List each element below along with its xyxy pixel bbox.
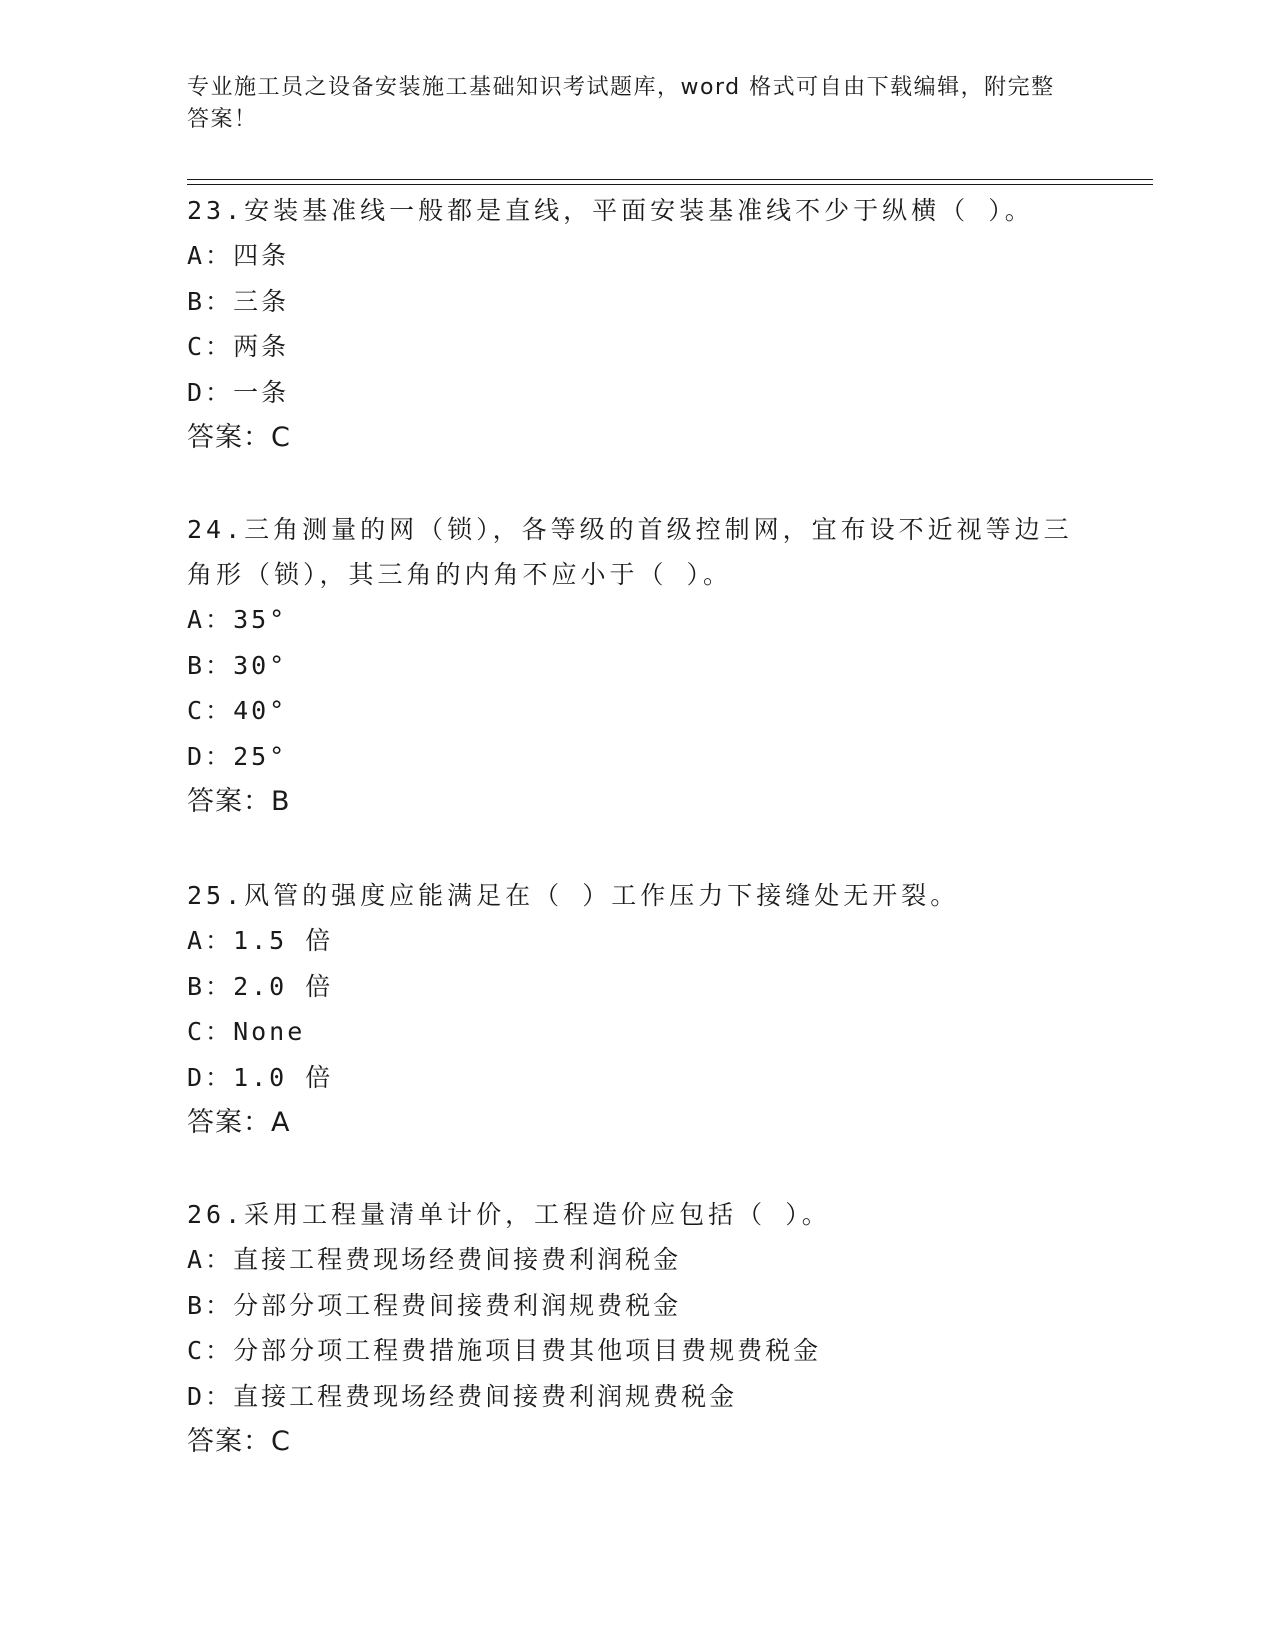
option-key: B：: [187, 971, 234, 1001]
option-b: [187, 279, 1087, 325]
option-text: 35°: [233, 605, 288, 634]
answer-label: 答案：: [187, 1426, 271, 1457]
question-23: [187, 188, 1087, 461]
option-text: 直接工程费现场经费间接费利润税金: [233, 1245, 682, 1274]
question-24: [187, 507, 1087, 825]
option-text: 30°: [233, 650, 288, 680]
answer-line: [187, 779, 1087, 825]
option-b: [187, 1283, 1087, 1329]
option-text: 分部分项工程费间接费利润规费税金: [233, 1290, 682, 1320]
option-text: 分部分项工程费措施项目费其他项目费规费税金: [233, 1336, 822, 1365]
option-d: [187, 1374, 1087, 1420]
option-text: 1.0 倍: [233, 1062, 334, 1092]
option-key: A：: [187, 605, 234, 634]
option-key: C：: [187, 332, 234, 361]
option-key: B：: [187, 650, 234, 680]
option-text: 直接工程费现场经费间接费利润规费税金: [233, 1381, 738, 1411]
option-key: D：: [187, 1062, 234, 1092]
option-text: 四条: [233, 241, 290, 270]
document-header: 专业施工员之设备安装施工基础知识考试题库，word 格式可自由下载编辑，附完整答案！: [187, 75, 1055, 132]
question-26: [187, 1192, 1087, 1465]
option-c: [187, 688, 1087, 734]
option-c: [187, 324, 1087, 370]
answer-line: [187, 1419, 1087, 1465]
header-divider-top: [187, 179, 1153, 180]
option-text: 一条: [233, 377, 290, 407]
option-d: [187, 734, 1087, 780]
option-key: B：: [187, 286, 234, 316]
question-stem: 23.安装基准线一般都是直线，平面安装基准线不少于纵横（ ）。: [187, 196, 1034, 225]
answer-line: [187, 415, 1087, 461]
option-a: [187, 233, 1087, 279]
option-key: D：: [187, 377, 234, 407]
option-key: A：: [187, 241, 234, 270]
option-key: D：: [187, 741, 234, 771]
option-key: D：: [187, 1381, 234, 1411]
option-key: A：: [187, 1245, 234, 1274]
option-key: A：: [187, 926, 234, 955]
option-key: C：: [187, 1336, 234, 1365]
option-c: [187, 1009, 1087, 1055]
option-text: 40°: [233, 696, 288, 725]
answer-label: 答案：: [187, 422, 271, 453]
option-text: 2.0 倍: [233, 971, 334, 1001]
answer-value: C: [271, 422, 291, 453]
option-a: [187, 1237, 1087, 1283]
question-stem: 25.风管的强度应能满足在（ ）工作压力下接缝处无开裂。: [187, 881, 960, 910]
option-key: C：: [187, 1017, 234, 1046]
option-text: None: [233, 1017, 306, 1046]
answer-label: 答案：: [187, 786, 271, 817]
question-stem: 24.三角测量的网（锁），各等级的首级控制网，宜布设不近视等边三角形（锁），其三角的内角不应小于（ ）。: [187, 515, 1073, 589]
question-25: [187, 873, 1087, 1146]
option-d: [187, 370, 1087, 416]
header-divider-bottom: [187, 184, 1153, 185]
option-text: 25°: [233, 741, 288, 771]
answer-label: 答案：: [187, 1107, 271, 1138]
answer-value: B: [271, 786, 291, 817]
option-d: [187, 1055, 1087, 1101]
option-key: B：: [187, 1290, 234, 1320]
answer-value: C: [271, 1426, 291, 1457]
question-stem: 26.采用工程量清单计价，工程造价应包括（ ）。: [187, 1200, 831, 1229]
option-a: [187, 597, 1087, 643]
option-b: [187, 643, 1087, 689]
option-text: 两条: [233, 332, 290, 361]
option-text: 1.5 倍: [233, 926, 334, 955]
option-a: [187, 918, 1087, 964]
answer-line: [187, 1100, 1087, 1146]
option-c: [187, 1328, 1087, 1374]
answer-value: A: [271, 1107, 291, 1138]
option-b: [187, 964, 1087, 1010]
option-text: 三条: [233, 286, 290, 316]
option-key: C：: [187, 696, 234, 725]
